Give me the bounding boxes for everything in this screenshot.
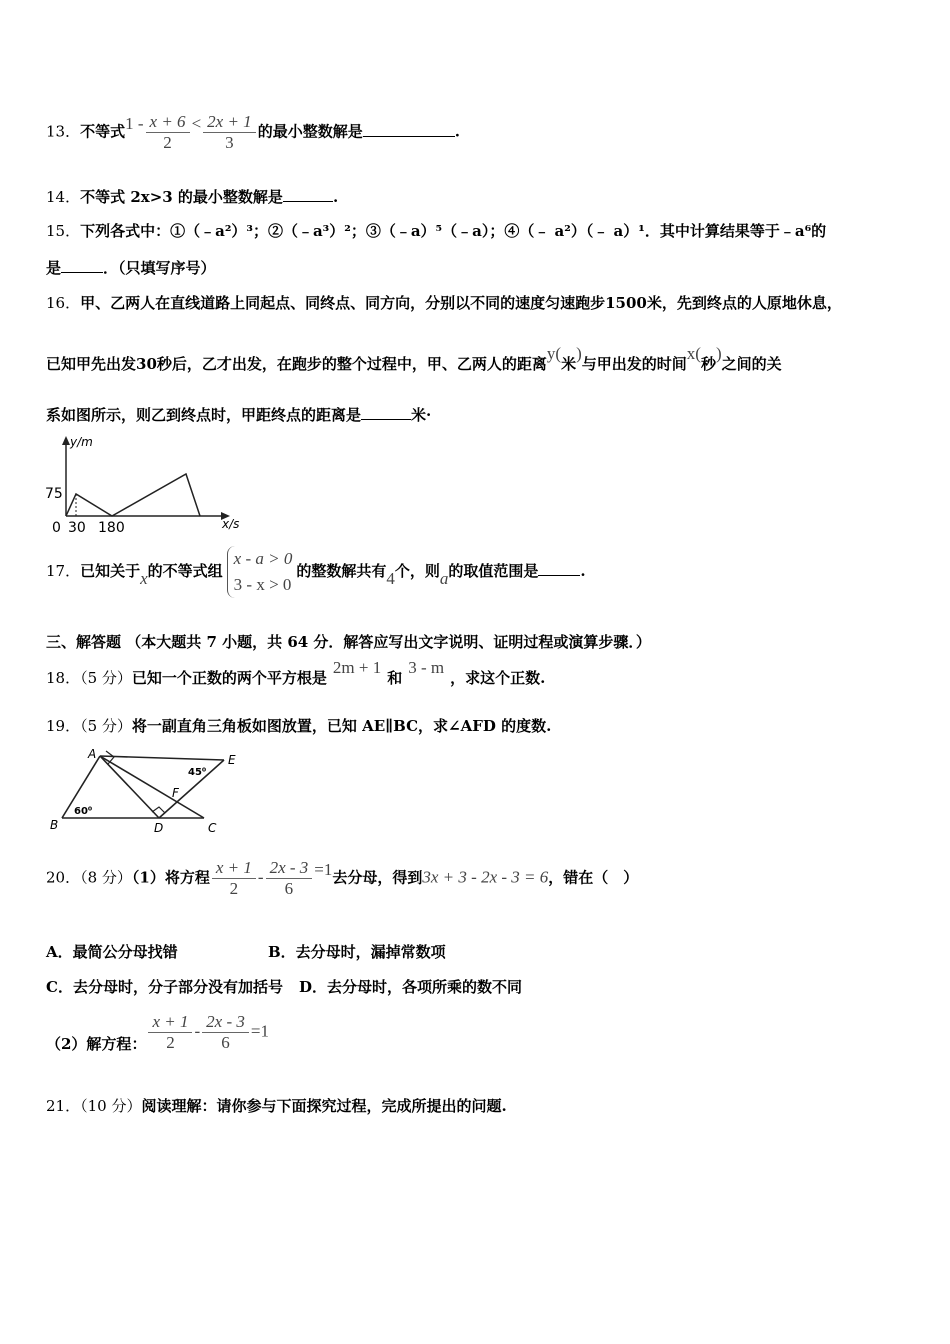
q18-text-b: ，求这个正数. <box>450 669 546 687</box>
q19-score: （5 分） <box>80 717 132 735</box>
graph-x-tick-30: 30 <box>68 520 86 536</box>
graph-x-tick-0: 0 <box>52 520 61 536</box>
q17-four: 4 <box>386 569 395 588</box>
q13-end: . <box>454 122 460 141</box>
q17-a-var: a <box>439 569 449 588</box>
option-A[interactable]: A．最简公分母找错 <box>46 943 178 961</box>
right-angle-A <box>106 751 114 764</box>
q17-text-c: 的整数解共有 <box>296 562 387 580</box>
option-D[interactable]: D．去分母时，各项所乘的数不同 <box>298 978 522 996</box>
angle-60-label: 60⁰ <box>74 806 93 817</box>
q16-line2a: 已知甲先出发30秒后，乙才出发，在跑步的整个过程中，甲、乙两人的距离 <box>46 355 547 373</box>
q19-text: 将一副直角三角板如图放置，已知 AE∥BC，求∠AFD 的度数. <box>131 717 552 735</box>
label-A: A <box>88 747 97 761</box>
question-16-line3 <box>46 405 431 425</box>
q21-text: 阅读理解：请你参与下面探究过程，完成所提出的问题. <box>141 1097 507 1115</box>
question-21 <box>46 1096 507 1116</box>
label-F: F <box>172 786 179 800</box>
graph-y-tick-75: 75 <box>45 486 63 502</box>
angle-45-label: 45⁰ <box>188 767 207 778</box>
q16-line2b: 与甲出发的时间 <box>581 355 687 373</box>
section-3-heading: 三、解答题 （本大题共 7 小题，共 64 分．解答应写出文字说明、证明过程或演算步骤．） <box>46 633 651 651</box>
q18-text-a: 已知一个正数的两个平方根是 <box>131 669 327 687</box>
q15-line2-end: ．（只填写序号） <box>103 259 216 277</box>
q17-text-b: 的不等式组 <box>147 562 223 580</box>
q16-answer-blank[interactable] <box>361 405 411 420</box>
q18-expr-1: 2m + 1 <box>332 658 382 677</box>
q20-equals: =1 <box>314 859 333 879</box>
label-E: E <box>228 753 236 767</box>
q21-number: 21． <box>46 1097 81 1115</box>
q16-line3a: 系如图所示，则乙到终点时，甲距终点的距离是 <box>46 406 362 424</box>
question-17 <box>46 546 586 598</box>
option-B[interactable]: B．去分母时，漏掉常数项 <box>268 943 446 961</box>
q15-answer-blank[interactable] <box>61 258 103 273</box>
q16-line2c: 之间的关 <box>721 355 782 373</box>
q16-distance-time-graph <box>40 432 250 537</box>
q18-number: 18． <box>46 669 81 687</box>
graph-y-label: y/m <box>70 435 93 449</box>
q16-y-var: y( <box>546 344 562 363</box>
graph-x-label: x/s <box>222 517 240 531</box>
q14-answer-blank[interactable] <box>283 187 333 202</box>
q17-text-d: 个，则 <box>394 562 440 580</box>
q15-line1: 下列各式中：①（﹣a²）³；②（﹣a³）²；③（﹣a）⁵（﹣a）；④（﹣ a²）（﹣ a）¹．其中计算结果等于﹣a⁶的 <box>80 222 827 240</box>
q13-fraction-1: $\frac{x + 6}{2}$ <box>146 112 190 153</box>
q17-end: . <box>580 562 586 580</box>
question-18 <box>46 658 546 688</box>
graph-y-arrow <box>62 436 70 445</box>
q20b-fraction-2: $\frac{2x - 3}{6}$ <box>202 1012 249 1053</box>
question-15-line2 <box>46 258 216 278</box>
question-13 <box>46 112 460 153</box>
question-14 <box>46 187 338 207</box>
q17-number: 17． <box>46 562 81 580</box>
q20b-label: （2）解方程： <box>46 1034 147 1053</box>
q20b-fraction-1: $\frac{x + 1}{2}$ <box>148 1012 192 1053</box>
q21-score: （10 分） <box>80 1097 142 1115</box>
q13-fraction-2: $\frac{2x + 1}{3}$ <box>203 112 256 153</box>
q13-one-minus: 1 - <box>125 113 144 133</box>
graph-x-tick-180: 180 <box>98 520 125 536</box>
q17-answer-blank[interactable] <box>538 561 580 576</box>
graph-distance-line <box>66 474 200 516</box>
q19-triangle-figure <box>44 746 244 838</box>
q13-lead: 不等式 <box>80 122 126 141</box>
q17-inequality-system: x - a > 0 3 - x > 0 <box>227 546 293 598</box>
q20-minus: - <box>257 867 264 887</box>
question-19 <box>46 716 551 736</box>
q13-number: 13． <box>46 122 81 141</box>
q20-score: （8 分） <box>80 868 132 887</box>
q20b-minus: - <box>194 1021 201 1041</box>
q16-unit-second: 秒 <box>700 355 716 373</box>
q20-options-row-2 <box>46 977 522 997</box>
question-16-line2 <box>46 344 782 374</box>
q20-expression: 3x + 3 - 2x - 3 = 6 <box>422 867 549 887</box>
q20-number: 20． <box>46 868 81 887</box>
q16-paren-1: ) <box>576 344 582 363</box>
q17-x-var: x <box>140 569 148 588</box>
q14-text: 不等式 2x>3 的最小整数解是 <box>80 188 283 206</box>
question-16-line1 <box>46 293 842 313</box>
line-AC <box>100 756 207 818</box>
label-C: C <box>208 821 217 835</box>
q16-unit-meter: 米 <box>561 355 577 373</box>
question-15-line1 <box>46 221 826 241</box>
q16-number: 16． <box>46 294 81 312</box>
q16-line3b: 米· <box>411 406 432 424</box>
q16-paren-2: ) <box>715 344 722 363</box>
q20b-equals: =1 <box>250 1021 269 1041</box>
q17-text-a: 已知关于 <box>80 562 141 580</box>
q14-end: . <box>332 188 339 206</box>
q20-options-row-1 <box>46 942 446 962</box>
q13-less-than: < <box>191 113 202 133</box>
label-B: B <box>50 818 59 832</box>
q14-number: 14． <box>46 188 81 206</box>
q20-fraction-1: $\frac{x + 1}{2}$ <box>212 858 256 899</box>
q18-expr-2: 3 - m <box>408 658 445 677</box>
q16-x-var: x( <box>686 344 701 363</box>
q13-answer-blank[interactable] <box>363 122 455 137</box>
q20-text-1: （1）将方程 <box>131 868 210 887</box>
q16-line1: 甲、乙两人在直线道路上同起点、同终点、同方向，分别以不同的速度匀速跑步1500米，先到终点的人原地休息， <box>80 294 842 312</box>
q15-number: 15． <box>46 222 81 240</box>
q18-score: （5 分） <box>80 669 132 687</box>
label-D: D <box>154 821 164 835</box>
q13-tail: 的最小整数解是 <box>257 122 363 141</box>
q18-and: 和 <box>387 669 403 687</box>
q17-text-e: 的取值范围是 <box>448 562 539 580</box>
q20-text-3: ，错在（ ） <box>548 868 639 887</box>
q20-fraction-2: $\frac{2x - 3}{6}$ <box>266 858 313 899</box>
option-C[interactable]: C．去分母时，分子部分没有加括号 <box>46 978 283 996</box>
line-AD <box>100 756 159 818</box>
question-20 <box>46 858 638 899</box>
q20-text-2: 去分母，得到 <box>332 868 423 887</box>
line-AE <box>100 756 224 760</box>
q19-number: 19． <box>46 717 81 735</box>
question-20-part-2 <box>46 1012 269 1053</box>
q15-line2-start: 是 <box>46 259 62 277</box>
